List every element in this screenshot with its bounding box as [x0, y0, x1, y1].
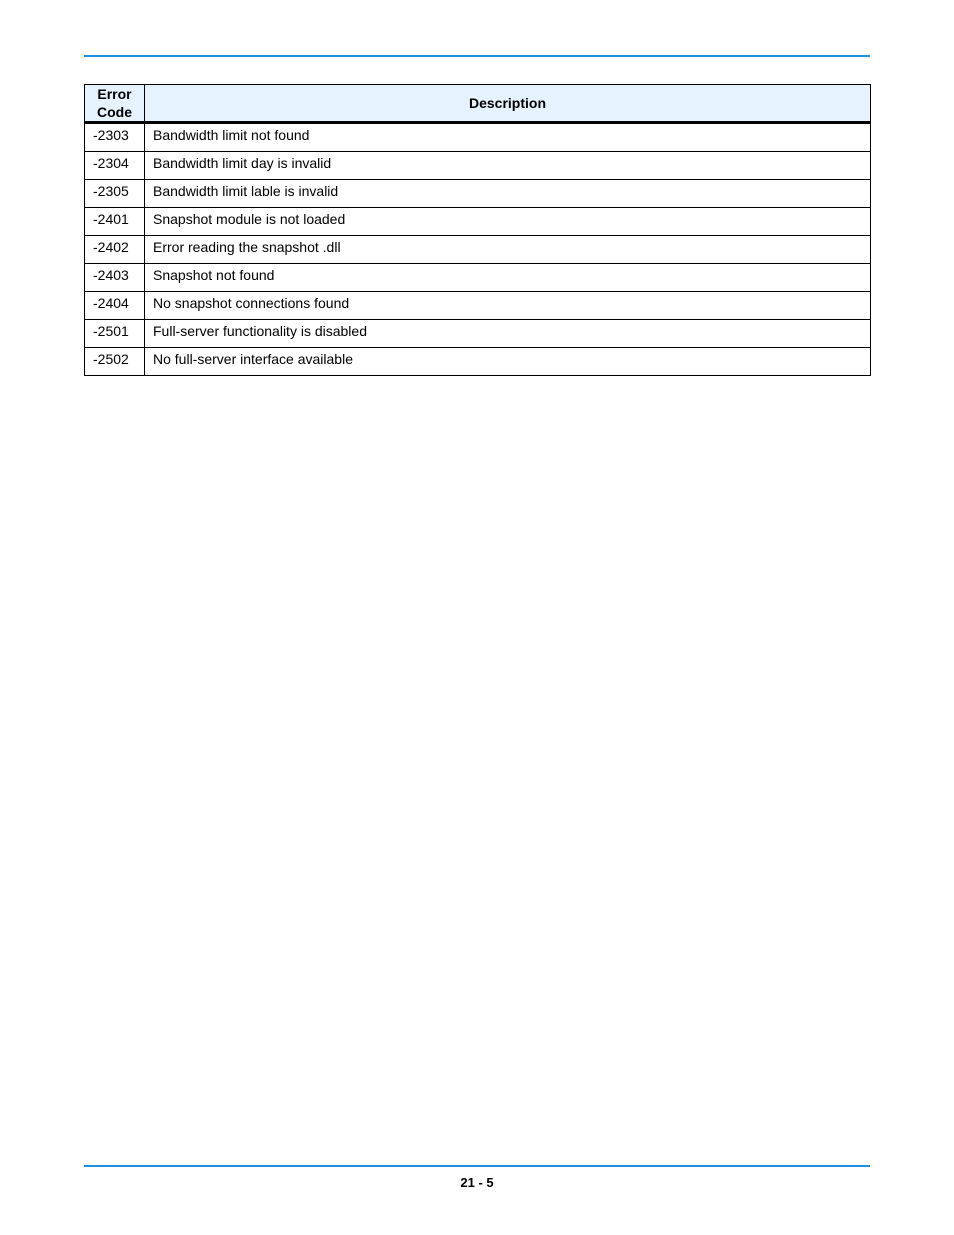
- table-row: [85, 320, 871, 348]
- table-header-row: [85, 85, 871, 123]
- footer-rule: [84, 1165, 870, 1167]
- description-cell: Bandwidth limit lable is invalid: [145, 180, 871, 208]
- description-cell: Error reading the snapshot .dll: [145, 236, 871, 264]
- description-cell: No snapshot connections found: [145, 292, 871, 320]
- page-number: 21 - 5: [460, 1175, 494, 1190]
- table-row: [85, 180, 871, 208]
- description-cell: Bandwidth limit day is invalid: [145, 152, 871, 180]
- error-code-cell: -2401: [85, 208, 145, 236]
- description-cell: Full-server functionality is disabled: [145, 320, 871, 348]
- error-code-cell: -2404: [85, 292, 145, 320]
- error-code-cell: -2402: [85, 236, 145, 264]
- table-row: [85, 208, 871, 236]
- table-row: [85, 264, 871, 292]
- description-cell: Snapshot module is not loaded: [145, 208, 871, 236]
- table-row: [85, 236, 871, 264]
- error-code-cell: -2303: [85, 123, 145, 152]
- error-code-cell: -2501: [85, 320, 145, 348]
- description-header: Description: [145, 85, 871, 123]
- table-row: [85, 123, 871, 152]
- description-cell: No full-server interface available: [145, 348, 871, 376]
- error-code-cell: -2403: [85, 264, 145, 292]
- error-code-cell: -2304: [85, 152, 145, 180]
- table-row: [85, 348, 871, 376]
- error-code-table: [84, 84, 871, 376]
- description-cell: Bandwidth limit not found: [145, 123, 871, 152]
- description-cell: Snapshot not found: [145, 264, 871, 292]
- header-rule: [84, 55, 870, 57]
- error-code-cell: -2305: [85, 180, 145, 208]
- table-row: [85, 292, 871, 320]
- table-row: [85, 152, 871, 180]
- error-code-header: Error Code: [85, 85, 145, 123]
- error-code-cell: -2502: [85, 348, 145, 376]
